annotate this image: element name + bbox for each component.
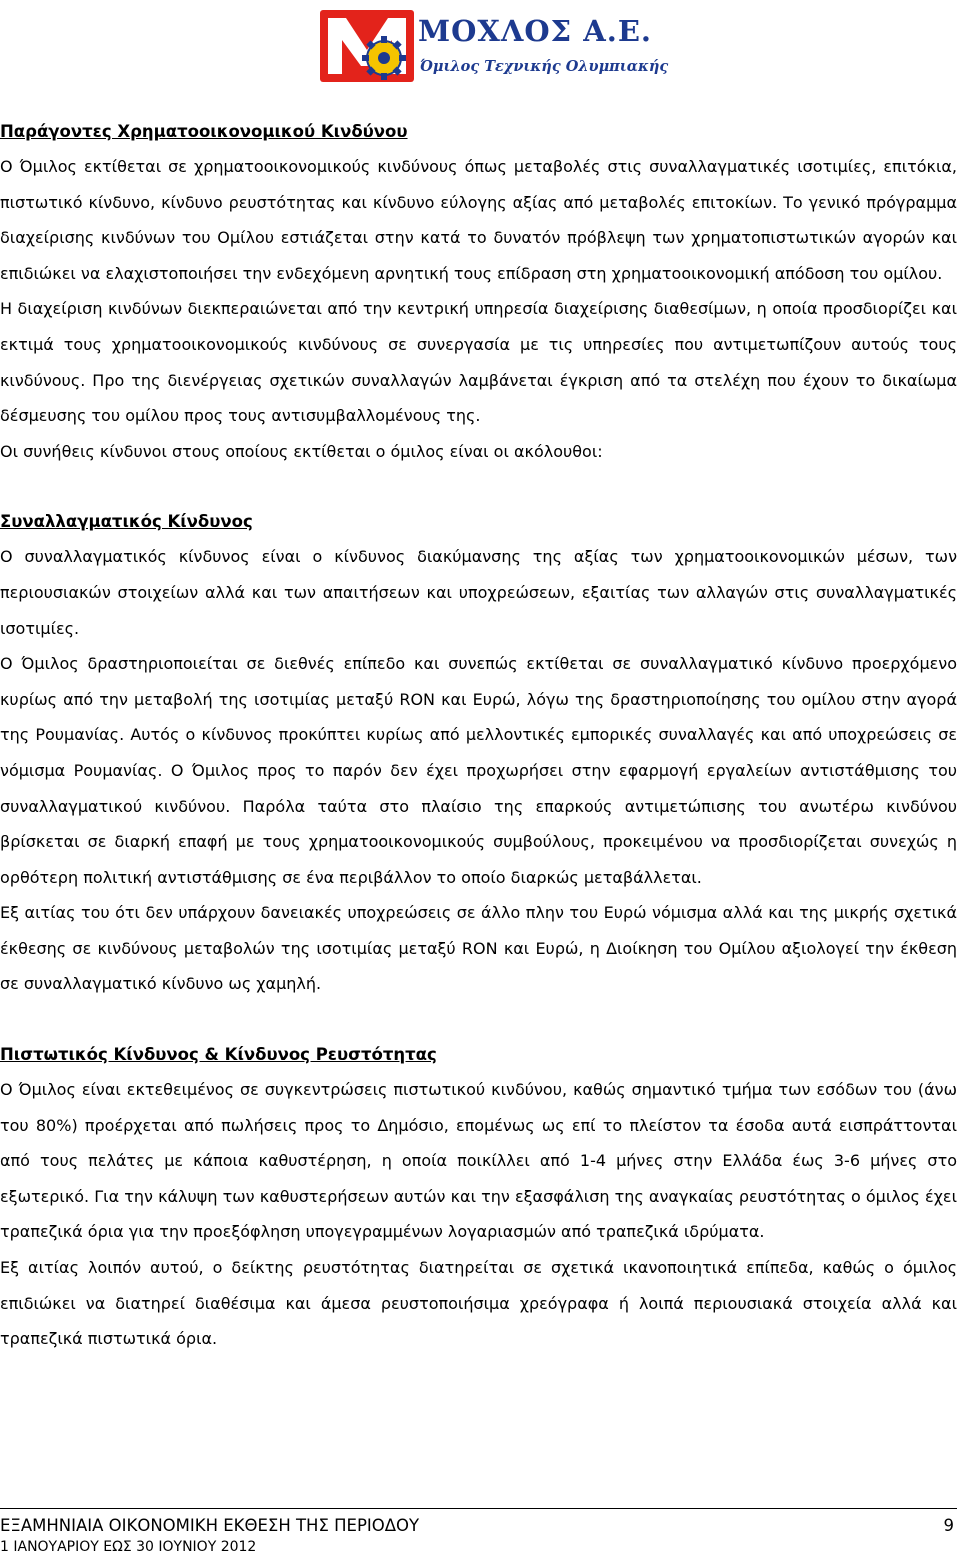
footer-report-period: 1 ΙΑΝΟΥΑΡΙΟΥ ΕΩΣ 30 ΙΟΥΝΙΟΥ 2012: [0, 1539, 257, 1555]
section-financial-risk-factors: [0, 114, 957, 469]
footer-divider: [0, 1508, 957, 1509]
paragraph: Εξ αιτίας του ότι δεν υπάρχουν δανειακές υποχρεώσεις σε άλλο πλην του Ευρώ νόμισμα αλλά και της μικρής σχετικά έκθεσης σε κινδύνους μεταβολών της ισοτιμίας μεταξύ RON και Ευρώ, η Διοίκηση του Ομίλου αξιολογεί την έκθεση σε συναλλαγματικό κίνδυνο ως χαμηλή.: [0, 903, 957, 994]
paragraph: Ο Όμιλος δραστηριοποιείται σε διεθνές επίπεδο και συνεπώς εκτίθεται σε συναλλαγματικό κίνδυνο προερχόμενο κυρίως από την μεταβολή της ισοτιμίας μεταξύ RON και Ευρώ, λόγω της δραστηριοποίησης του ομίλου στην αγορά της Ρουμανίας. Αυτός ο κίνδυνος προκύπτει κυρίως από μελλοντικές εμπορικές συναλλαγές και από υποχρεώσεις σε νόμισμα Ρουμανίας. Ο Όμιλος προς το παρόν δεν έχει προχωρήσει στην εφαρμογή εργαλείων αντιστάθμισης του συναλλαγματικού κινδύνου. Παρόλα ταύτα στο πλαίσιο της επαρκούς αντιμετώπισης του ανωτέρω κινδύνου βρίσκεται σε διαρκή επαφή με τους χρηματοοικονομικούς συμβούλους, προκειμένου να προσδιορίζεται συνεχώς η ορθότερη πολιτική αντιστάθμισης σε ένα περιβάλλον το οποίο διαρκώς μεταβάλλεται.: [0, 654, 957, 887]
page-number: 9: [943, 1516, 954, 1535]
section-spacer: [0, 1002, 957, 1037]
company-logo: [318, 4, 688, 88]
footer-report-title: ΕΞΑΜΗΝΙΑΙΑ ΟΙΚΟΝΟΜΙΚΗ ΕΚΘΕΣΗ ΤΗΣ ΠΕΡΙΟΔΟΥ: [0, 1516, 420, 1535]
company-subtitle: Όμιλος Τεχνικής Ολυμπιακής: [420, 58, 669, 75]
paragraph: Ο Όμιλος εκτίθεται σε χρηματοοικονομικούς κινδύνους όπως μεταβολές στις συναλλαγματικές ισοτιμίες, επιτόκια, πιστωτικό κίνδυνο, κίνδυνο ρευστότητας και κίνδυνο εύλογης αξίας από μεταβολές επιτοκίων. Το γενικό πρόγραμμα διαχείρισης κινδύνων του Ομίλου εστιάζεται στην κατά το δυνατόν πρόβλεψη των χρηματοπιστωτικών αγορών και επιδιώκει να ελαχιστοποιήσει την ενδεχόμενη αρνητική τους επίδραση στη χρηματοοικονομική απόδοση του ομίλου.: [0, 157, 957, 283]
section-spacer: [0, 469, 957, 504]
document-body: [0, 114, 957, 1357]
paragraph: Ο Όμιλος είναι εκτεθειμένος σε συγκεντρώσεις πιστωτικού κινδύνου, καθώς σημαντικό τμήμα των εσόδων του (άνω του 80%) προέρχεται από πωλήσεις προς το Δημόσιο, επομένως ως επί το πλείστον τα έσοδα αυτά εισπράττονται από τους πελάτες με κάποια καθυστέρηση, η οποία ποικίλλει από 1-4 μήνες στην Ελλάδα έως 3-6 μήνες στο εξωτερικό. Για την κάλυψη των καθυστερήσεων αυτών και την εξασφάλιση της αναγκαίας ρευστότητας ο όμιλος έχει τραπεζικά όρια για την προεξόφληση υπογεγραμμένων λογαριασμών από τραπεζικά ιδρύματα.: [0, 1080, 957, 1242]
paragraph: Εξ αιτίας λοιπόν αυτού, ο δείκτης ρευστότητας διατηρείται σε σχετικά ικανοποιητικά επίπεδα, καθώς ο όμιλος επιδιώκει να διατηρεί διαθέσιμα και άμεσα ρευστοποιήσιμα χρεόγραφα ή λοιπά περιουσιακά στοιχεία αλλά και τραπεζικά πιστωτικά όρια.: [0, 1258, 957, 1349]
company-name: ΜΟΧΛΟΣ Α.Ε.: [418, 14, 653, 48]
paragraph: Ο συναλλαγματικός κίνδυνος είναι ο κίνδυνος διακύμανσης της αξίας των χρηματοοικονομικών μέσων, των περιουσιακών στοιχείων αλλά και των απαιτήσεων και υποχρεώσεων, εξαιτίας των αλλαγών στις συναλλαγματικές ισοτιμίες.: [0, 547, 957, 638]
section-credit-liquidity-risk: [0, 1037, 957, 1357]
gear-logo-icon: [318, 4, 418, 88]
section-heading: Πιστωτικός Κίνδυνος & Κίνδυνος Ρευστότητας: [0, 1045, 437, 1065]
section-heading: Συναλλαγματικός Κίνδυνος: [0, 512, 253, 532]
section-fx-risk: [0, 504, 957, 1002]
paragraph: Οι συνήθεις κίνδυνοι στους οποίους εκτίθεται ο όμιλος είναι οι ακόλουθοι:: [0, 441, 603, 461]
paragraph: Η διαχείριση κινδύνων διεκπεραιώνεται από την κεντρική υπηρεσία διαχείρισης διαθεσίμων, η οποία προσδιορίζει και εκτιμά τους χρηματοοικονομικούς κινδύνους σε συνεργασία με τις υπηρεσίες που αντιμετωπίζουν αυτούς τους κινδύνους. Προ της διενέργειας σχετικών συναλλαγών λαμβάνεται έγκριση από τα στελέχη που έχουν το δικαίωμα δέσμευσης του ομίλου προς τους αντισυμβαλλομένους της.: [0, 299, 957, 426]
section-heading: Παράγοντες Χρηματοοικονομικού Κινδύνου: [0, 122, 408, 141]
